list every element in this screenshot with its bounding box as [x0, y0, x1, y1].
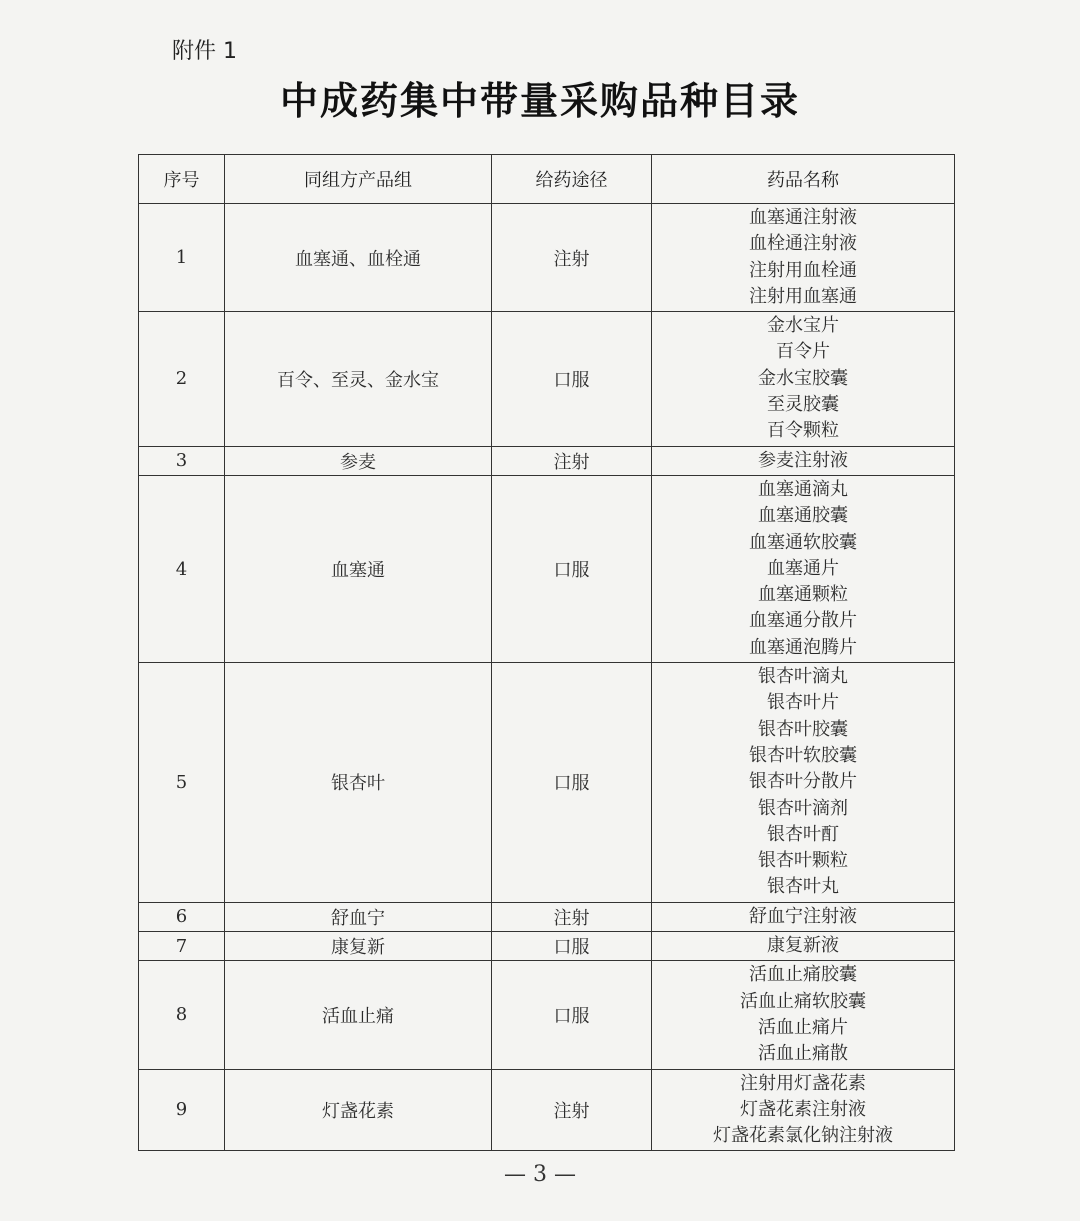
table-row: [139, 961, 955, 1069]
drug-catalog-table: [138, 154, 955, 1151]
cell-route: 口服: [492, 312, 652, 446]
drug-name: 血塞通泡腾片: [749, 636, 857, 658]
drug-name: 银杏叶酊: [767, 823, 839, 845]
cell-number: 4: [139, 475, 225, 662]
cell-product-group: 活血止痛: [225, 961, 492, 1069]
table-row: [139, 902, 955, 931]
drug-name: 百令颗粒: [767, 420, 839, 442]
cell-route: 注射: [492, 446, 652, 475]
drug-name: 银杏叶软胶囊: [749, 744, 857, 766]
drug-name: 血塞通滴丸: [758, 478, 848, 500]
drug-name: 活血止痛片: [758, 1016, 848, 1038]
drug-name: 银杏叶滴剂: [758, 797, 848, 819]
cell-product-group: 银杏叶: [225, 663, 492, 903]
drug-name: 金水宝片: [767, 315, 839, 337]
drug-name: 血塞通颗粒: [758, 584, 848, 606]
drug-name: 银杏叶胶囊: [758, 718, 848, 740]
cell-product-group: 血塞通、血栓通: [225, 204, 492, 312]
cell-drug-names: [652, 475, 955, 662]
cell-product-group: 百令、至灵、金水宝: [225, 312, 492, 446]
cell-drug-names: [652, 446, 955, 475]
attachment-label: 附件 1: [172, 39, 237, 64]
drug-name: 血塞通分散片: [749, 610, 857, 632]
table-body: [139, 204, 955, 1151]
cell-drug-names: [652, 1069, 955, 1151]
drug-name: 银杏叶滴丸: [758, 666, 848, 688]
cell-route: 注射: [492, 204, 652, 312]
cell-drug-names: [652, 204, 955, 312]
cell-number: 7: [139, 932, 225, 961]
drug-name: 百令片: [776, 341, 830, 363]
cell-number: 1: [139, 204, 225, 312]
cell-route: 口服: [492, 475, 652, 662]
drug-name: 康复新液: [767, 935, 839, 957]
column-header-route: 给药途径: [492, 155, 652, 204]
drug-name: 注射用血塞通: [749, 285, 857, 307]
cell-drug-names: [652, 961, 955, 1069]
column-header-group: 同组方产品组: [225, 155, 492, 204]
table-header-row: [139, 155, 955, 204]
cell-number: 8: [139, 961, 225, 1069]
drug-name: 银杏叶颗粒: [758, 850, 848, 872]
drug-name: 银杏叶分散片: [749, 771, 857, 793]
drug-name: 注射用灯盏花素: [740, 1072, 866, 1094]
table-row: [139, 663, 955, 903]
drug-name: 参麦注射液: [758, 449, 848, 471]
cell-drug-names: [652, 932, 955, 961]
cell-product-group: 康复新: [225, 932, 492, 961]
cell-number: 5: [139, 663, 225, 903]
cell-number: 3: [139, 446, 225, 475]
cell-drug-names: [652, 663, 955, 903]
drug-name: 血栓通注射液: [749, 233, 857, 255]
cell-number: 9: [139, 1069, 225, 1151]
cell-product-group: 舒血宁: [225, 902, 492, 931]
cell-drug-names: [652, 312, 955, 446]
drug-name: 血塞通软胶囊: [749, 531, 857, 553]
drug-name: 银杏叶丸: [767, 876, 839, 898]
drug-name: 血塞通片: [767, 557, 839, 579]
drug-name: 金水宝胶囊: [758, 367, 848, 389]
table-row: [139, 312, 955, 446]
cell-route: 口服: [492, 932, 652, 961]
drug-name: 活血止痛胶囊: [749, 964, 857, 986]
column-header-drug-name: 药品名称: [652, 155, 955, 204]
column-header-number: 序号: [139, 155, 225, 204]
drug-name: 活血止痛散: [758, 1043, 848, 1065]
cell-product-group: 血塞通: [225, 475, 492, 662]
drug-name: 至灵胶囊: [767, 394, 839, 416]
cell-number: 2: [139, 312, 225, 446]
drug-name: 灯盏花素氯化钠注射液: [713, 1125, 893, 1147]
drug-name: 银杏叶片: [767, 692, 839, 714]
cell-route: 注射: [492, 1069, 652, 1151]
drug-name: 灯盏花素注射液: [740, 1098, 866, 1120]
cell-route: 注射: [492, 902, 652, 931]
cell-product-group: 参麦: [225, 446, 492, 475]
table-row: [139, 446, 955, 475]
drug-name: 血塞通胶囊: [758, 505, 848, 527]
drug-name: 血塞通注射液: [749, 207, 857, 228]
cell-route: 口服: [492, 961, 652, 1069]
table-row: [139, 932, 955, 961]
table-row: [139, 204, 955, 312]
table-row: [139, 475, 955, 662]
page-number: — 3 —: [504, 1162, 576, 1187]
drug-name: 活血止痛软胶囊: [740, 990, 866, 1012]
drug-name: 舒血宁注射液: [749, 905, 857, 927]
document-title: 中成药集中带量采购品种目录: [279, 79, 800, 123]
cell-number: 6: [139, 902, 225, 931]
cell-route: 口服: [492, 663, 652, 903]
drug-name: 注射用血栓通: [749, 259, 857, 281]
cell-product-group: 灯盏花素: [225, 1069, 492, 1151]
cell-drug-names: [652, 902, 955, 931]
table-row: [139, 1069, 955, 1151]
